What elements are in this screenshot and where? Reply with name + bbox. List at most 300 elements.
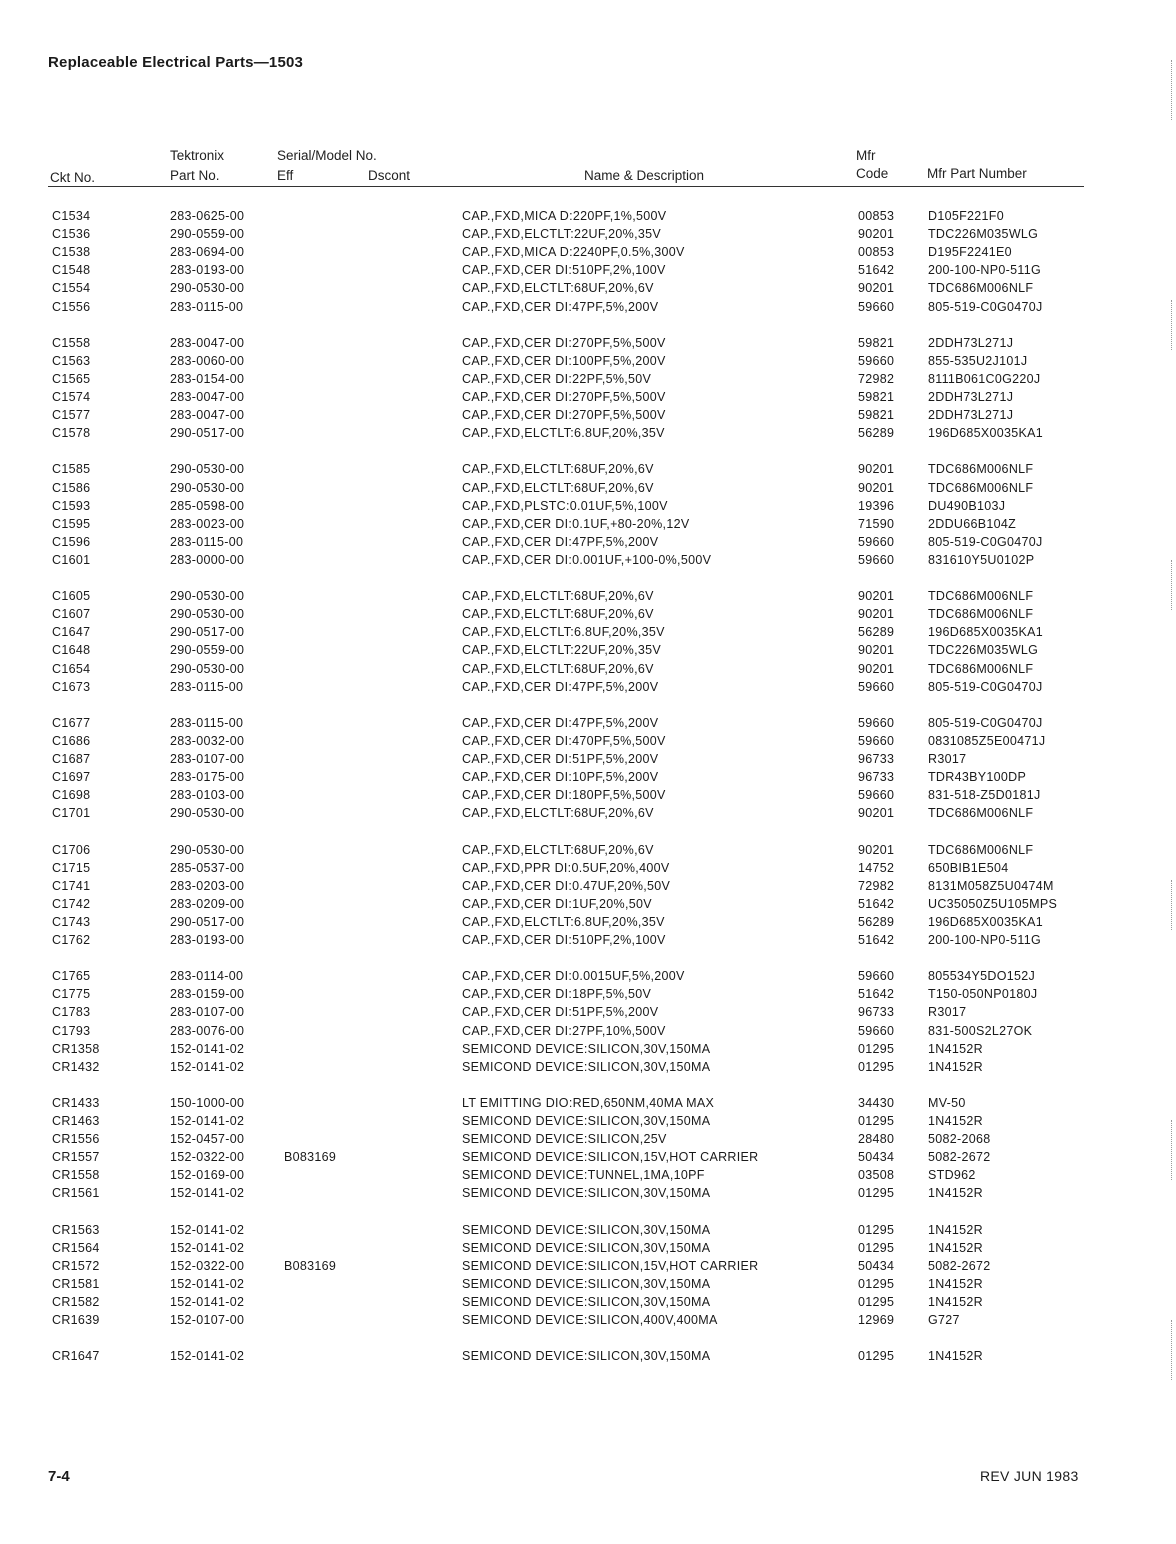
cell-mfr-part-number: 1N4152R [928,1041,983,1056]
cell-mfr-part-number: DU490B103J [928,498,1006,513]
cell-ckt-no: C1607 [52,607,91,622]
table-row [0,1150,1176,1168]
cell-description: SEMICOND DEVICE:SILICON,30V,150MA [462,1059,711,1074]
table-row [0,209,1176,227]
table-row [0,806,1176,824]
cell-description: CAP.,FXD,ELCTLT:68UF,20%,6V [462,661,654,676]
cell-ckt-no: C1715 [52,860,91,875]
cell-description: CAP.,FXD,CER DI:270PF,5%,500V [462,390,666,404]
cell-description: SEMICOND DEVICE:SILICON,30V,150MA [462,1276,711,1291]
cell-ckt-no: CR1581 [52,1276,100,1291]
cell-mfr-code: 90201 [858,661,895,676]
cell-mfr-part-number: 1N4152R [928,1222,983,1237]
cell-ckt-no: C1536 [52,227,91,242]
cell-part-no: 152-0322-00 [170,1258,245,1273]
cell-part-no: 283-0060-00 [170,353,245,368]
cell-mfr-code: 59660 [858,788,895,803]
cell-mfr-code: 59660 [858,715,895,730]
cell-ckt-no: CR1639 [52,1313,100,1328]
table-row [0,1295,1176,1313]
header-tektronix: Tektronix [170,148,225,163]
table-row [0,843,1176,861]
cell-description: CAP.,FXD,PLSTC:0.01UF,5%,100V [462,498,668,513]
table-row [0,788,1176,806]
cell-ckt-no: C1648 [52,643,91,658]
cell-ckt-no: C1596 [52,534,91,549]
table-row [0,517,1176,535]
table-row [0,662,1176,680]
cell-mfr-part-number: R3017 [928,752,967,766]
cell-ckt-no: C1578 [52,426,91,441]
cell-description: SEMICOND DEVICE:SILICON,30V,150MA [462,1041,711,1056]
cell-ckt-no: C1593 [52,498,91,513]
cell-ckt-no: C1534 [52,209,91,223]
cell-mfr-part-number: 1N4152R [928,1349,983,1364]
cell-description: LT EMITTING DIO:RED,650NM,40MA MAX [462,1095,715,1110]
cell-mfr-code: 03508 [858,1168,895,1183]
table-row [0,589,1176,607]
cell-ckt-no: CR1463 [52,1114,100,1128]
cell-mfr-code: 59821 [858,408,895,423]
table-row [0,481,1176,499]
cell-mfr-part-number: 805-519-C0G0470J [928,679,1043,694]
cell-mfr-code: 90201 [858,281,895,296]
cell-part-no: 283-0047-00 [170,408,245,423]
cell-mfr-part-number: TDC226M035WLG [928,227,1039,242]
cell-mfr-part-number: TDC686M006NLF [928,806,1034,821]
cell-part-no: 283-0175-00 [170,770,245,785]
cell-ckt-no: C1574 [52,390,91,404]
cell-description: SEMICOND DEVICE:SILICON,30V,150MA [462,1222,711,1237]
cell-description: CAP.,FXD,CER DI:22PF,5%,50V [462,371,652,386]
table-row [0,1241,1176,1259]
cell-mfr-part-number: 200-100-NP0-511G [928,933,1041,947]
cell-ckt-no: CR1432 [52,1059,100,1074]
table-row [0,643,1176,661]
cell-description: SEMICOND DEVICE:SILICON,30V,150MA [462,1240,711,1255]
cell-description: CAP.,FXD,CER DI:510PF,2%,100V [462,263,666,278]
cell-ckt-no: C1793 [52,1023,91,1038]
header-mfr: Mfr [856,148,876,163]
table-row [0,1168,1176,1186]
cell-part-no: 285-0598-00 [170,498,245,513]
cell-mfr-part-number: 2DDH73L271J [928,408,1014,423]
cell-mfr-part-number: 1N4152R [928,1240,983,1255]
cell-description: CAP.,FXD,CER DI:27PF,10%,500V [462,1023,666,1038]
cell-part-no: 290-0530-00 [170,462,245,477]
cell-part-no: 152-0322-00 [170,1150,245,1165]
cell-part-no: 283-0047-00 [170,335,245,350]
cell-part-no: 283-0023-00 [170,516,245,531]
cell-mfr-part-number: T150-050NP0180J [928,987,1038,1002]
cell-description: CAP.,FXD,ELCTLT:6.8UF,20%,35V [462,914,665,929]
table-row [0,1060,1176,1078]
cell-mfr-code: 96733 [858,752,895,766]
cell-mfr-part-number: 805-519-C0G0470J [928,715,1043,730]
cell-part-no: 283-0114-00 [170,969,244,984]
cell-description: SEMICOND DEVICE:SILICON,400V,400MA [462,1313,718,1328]
cell-part-no: 283-0000-00 [170,552,245,567]
cell-mfr-code: 00853 [858,209,895,223]
table-row [0,354,1176,372]
cell-ckt-no: C1585 [52,462,91,477]
cell-part-no: 283-0047-00 [170,390,245,404]
table-row [0,462,1176,480]
cell-ckt-no: C1701 [52,806,91,821]
cell-mfr-part-number: TDC686M006NLF [928,281,1034,296]
cell-mfr-code: 90201 [858,589,895,604]
cell-mfr-code: 01295 [858,1295,895,1309]
header-mfr-code: Code [856,166,889,181]
cell-ckt-no: C1775 [52,987,91,1002]
cell-mfr-code: 01295 [858,1041,895,1056]
cell-ckt-no: C1686 [52,733,91,748]
cell-mfr-part-number: 200-100-NP0-511G [928,263,1041,278]
cell-part-no: 290-0559-00 [170,227,245,242]
cell-ckt-no: CR1558 [52,1168,100,1183]
cell-mfr-part-number: 1N4152R [928,1276,983,1291]
cell-mfr-code: 01295 [858,1349,895,1364]
cell-serial-eff: B083169 [284,1150,337,1165]
cell-ckt-no: C1647 [52,625,91,640]
header-name-description: Name & Description [584,168,705,183]
cell-description: CAP.,FXD,ELCTLT:68UF,20%,6V [462,806,654,821]
cell-part-no: 283-0032-00 [170,733,245,748]
cell-part-no: 283-0115-00 [170,534,244,549]
cell-description: CAP.,FXD,CER DI:0.0015UF,5%,200V [462,969,685,984]
cell-mfr-part-number: 196D685X0035KA1 [928,625,1044,640]
cell-description: SEMICOND DEVICE:SILICON,15V,HOT CARRIER [462,1150,759,1165]
cell-mfr-code: 01295 [858,1186,895,1201]
cell-part-no: 152-0141-02 [170,1276,245,1291]
cell-mfr-code: 56289 [858,426,895,441]
cell-description: SEMICOND DEVICE:SILICON,30V,150MA [462,1349,711,1364]
cell-ckt-no: C1742 [52,896,91,911]
cell-description: CAP.,FXD,CER DI:10PF,5%,200V [462,770,659,785]
cell-ckt-no: C1687 [52,752,91,766]
cell-mfr-part-number: MV-50 [928,1095,966,1110]
cell-mfr-code: 59660 [858,733,895,748]
cell-part-no: 152-0141-02 [170,1295,245,1309]
cell-description: CAP.,FXD,CER DI:0.47UF,20%,50V [462,878,671,893]
cell-mfr-part-number: 196D685X0035KA1 [928,426,1044,441]
cell-description: CAP.,FXD,CER DI:51PF,5%,200V [462,1005,659,1020]
cell-description: SEMICOND DEVICE:SILICON,30V,150MA [462,1295,711,1309]
page-number: 7-4 [48,1468,70,1485]
cell-ckt-no: CR1572 [52,1258,100,1273]
table-row [0,987,1176,1005]
cell-mfr-code: 96733 [858,770,895,785]
cell-mfr-code: 90201 [858,842,895,857]
cell-part-no: 283-0115-00 [170,715,244,730]
header-ckt-no: Ckt No. [50,170,96,185]
cell-mfr-code: 56289 [858,625,895,640]
cell-ckt-no: C1565 [52,371,91,386]
cell-mfr-part-number: 1N4152R [928,1295,983,1309]
table-row [0,752,1176,770]
cell-mfr-part-number: TDC686M006NLF [928,480,1034,495]
cell-mfr-code: 01295 [858,1222,895,1237]
cell-mfr-part-number: 855-535U2J101J [928,353,1028,368]
table-row [0,1277,1176,1295]
table-row [0,300,1176,318]
cell-description: SEMICOND DEVICE:SILICON,30V,150MA [462,1114,711,1128]
cell-description: CAP.,FXD,CER DI:0.001UF,+100-0%,500V [462,552,712,567]
cell-mfr-part-number: 1N4152R [928,1114,983,1128]
cell-description: SEMICOND DEVICE:SILICON,30V,150MA [462,1186,711,1201]
cell-description: CAP.,FXD,ELCTLT:22UF,20%,35V [462,227,661,242]
cell-mfr-code: 71590 [858,516,895,531]
cell-description: CAP.,FXD,CER DI:180PF,5%,500V [462,788,666,803]
cell-description: SEMICOND DEVICE:SILICON,15V,HOT CARRIER [462,1258,759,1273]
cell-mfr-code: 12969 [858,1313,895,1328]
cell-mfr-part-number: R3017 [928,1005,967,1020]
table-row [0,933,1176,951]
cell-mfr-code: 59821 [858,390,895,404]
cell-ckt-no: C1698 [52,788,91,803]
cell-mfr-code: 51642 [858,933,895,947]
cell-part-no: 152-0141-02 [170,1240,245,1255]
cell-mfr-part-number: TDC686M006NLF [928,842,1034,857]
cell-mfr-part-number: 831610Y5U0102P [928,552,1035,567]
cell-ckt-no: CR1647 [52,1349,100,1364]
cell-description: CAP.,FXD,PPR DI:0.5UF,20%,400V [462,860,670,875]
cell-part-no: 152-0141-02 [170,1114,245,1128]
table-row [0,879,1176,897]
scan-edge-mark [1171,60,1172,120]
cell-ckt-no: CR1556 [52,1132,100,1147]
cell-mfr-part-number: 2DDH73L271J [928,390,1014,404]
table-row [0,336,1176,354]
cell-mfr-part-number: D195F2241E0 [928,245,1012,260]
cell-part-no: 283-0103-00 [170,788,245,803]
cell-mfr-code: 72982 [858,371,895,386]
cell-description: CAP.,FXD,MICA D:220PF,1%,500V [462,209,667,223]
cell-part-no: 290-0530-00 [170,480,245,495]
cell-mfr-part-number: 1N4152R [928,1059,983,1074]
page-title: Replaceable Electrical Parts—1503 [48,54,304,71]
cell-mfr-part-number: D105F221F0 [928,209,1004,223]
table-row [0,245,1176,263]
cell-ckt-no: C1595 [52,516,91,531]
cell-part-no: 290-0530-00 [170,806,245,821]
header-part-no: Part No. [170,168,220,183]
table-row [0,408,1176,426]
cell-mfr-part-number: 5082-2672 [928,1150,991,1165]
table-row [0,607,1176,625]
cell-ckt-no: C1577 [52,408,91,423]
cell-mfr-code: 34430 [858,1095,895,1110]
cell-ckt-no: C1741 [52,878,91,893]
revision-date: REV JUN 1983 [980,1468,1079,1484]
table-row [0,535,1176,553]
cell-part-no: 283-0193-00 [170,933,245,947]
cell-description: CAP.,FXD,ELCTLT:68UF,20%,6V [462,842,654,857]
table-row [0,553,1176,571]
table-row [0,372,1176,390]
cell-ckt-no: C1563 [52,353,91,368]
cell-ckt-no: CR1557 [52,1150,100,1165]
cell-part-no: 290-0530-00 [170,589,245,604]
cell-ckt-no: C1556 [52,299,91,314]
cell-mfr-code: 19396 [858,498,895,513]
cell-part-no: 290-0517-00 [170,426,245,441]
cell-mfr-part-number: 805-519-C0G0470J [928,299,1043,314]
cell-mfr-code: 90201 [858,643,895,658]
cell-mfr-code: 56289 [858,914,895,929]
cell-description: CAP.,FXD,CER DI:47PF,5%,200V [462,534,659,549]
table-row [0,1024,1176,1042]
cell-description: CAP.,FXD,CER DI:470PF,5%,500V [462,733,666,748]
table-row [0,716,1176,734]
cell-mfr-code: 96733 [858,1005,895,1020]
cell-mfr-part-number: TDC226M035WLG [928,643,1039,658]
cell-description: CAP.,FXD,ELCTLT:68UF,20%,6V [462,480,654,495]
table-row [0,281,1176,299]
cell-mfr-part-number: TDR43BY100DP [928,770,1027,785]
cell-ckt-no: CR1561 [52,1186,100,1201]
cell-part-no: 283-0625-00 [170,209,245,223]
scan-edge-mark [1171,1320,1172,1380]
cell-mfr-part-number: 196D685X0035KA1 [928,914,1044,929]
table-row [0,1259,1176,1277]
cell-mfr-code: 59660 [858,1023,895,1038]
cell-mfr-part-number: G727 [928,1313,960,1328]
table-row [0,1096,1176,1114]
table-row [0,1114,1176,1132]
cell-part-no: 283-0209-00 [170,896,245,911]
cell-ckt-no: CR1433 [52,1095,100,1110]
cell-serial-eff: B083169 [284,1258,337,1273]
cell-part-no: 290-0517-00 [170,625,245,640]
cell-ckt-no: CR1582 [52,1295,100,1309]
cell-part-no: 283-0107-00 [170,752,245,766]
cell-mfr-code: 01295 [858,1276,895,1291]
cell-ckt-no: CR1563 [52,1222,100,1237]
cell-part-no: 283-0154-00 [170,371,245,386]
cell-mfr-part-number: 8131M058Z5U0474M [928,878,1054,893]
cell-part-no: 152-0457-00 [170,1132,245,1147]
cell-ckt-no: C1765 [52,969,91,984]
table-row [0,734,1176,752]
cell-description: SEMICOND DEVICE:SILICON,25V [462,1132,667,1147]
cell-mfr-code: 14752 [858,860,895,875]
header-mfr-part-number: Mfr Part Number [927,166,1027,181]
cell-description: CAP.,FXD,CER DI:47PF,5%,200V [462,679,659,694]
cell-part-no: 283-0159-00 [170,987,245,1002]
cell-description: CAP.,FXD,ELCTLT:68UF,20%,6V [462,589,654,604]
cell-mfr-code: 51642 [858,987,895,1002]
cell-part-no: 283-0107-00 [170,1005,245,1020]
cell-part-no: 283-0115-00 [170,299,244,314]
cell-part-no: 152-0141-02 [170,1349,245,1364]
cell-ckt-no: C1548 [52,263,91,278]
cell-mfr-part-number: 2DDH73L271J [928,335,1014,350]
cell-part-no: 290-0530-00 [170,661,245,676]
scan-edge-mark [1171,300,1172,350]
cell-description: CAP.,FXD,ELCTLT:22UF,20%,35V [462,643,661,658]
cell-mfr-code: 59660 [858,534,895,549]
header-eff: Eff [277,168,294,183]
cell-mfr-part-number: TDC686M006NLF [928,462,1034,477]
table-row [0,680,1176,698]
cell-ckt-no: C1697 [52,770,91,785]
cell-mfr-code: 50434 [858,1150,895,1165]
cell-ckt-no: C1601 [52,552,91,567]
table-row [0,1349,1176,1367]
cell-description: CAP.,FXD,ELCTLT:68UF,20%,6V [462,462,654,477]
cell-mfr-part-number: UC35050Z5U105MPS [928,896,1058,911]
cell-mfr-part-number: 5082-2068 [928,1132,991,1147]
cell-part-no: 283-0193-00 [170,263,245,278]
cell-description: CAP.,FXD,CER DI:510PF,2%,100V [462,933,666,947]
scan-edge-mark [1171,1120,1172,1180]
cell-part-no: 152-0141-02 [170,1222,245,1237]
table-row [0,1132,1176,1150]
cell-description: CAP.,FXD,CER DI:1UF,20%,50V [462,896,652,911]
cell-ckt-no: C1673 [52,679,91,694]
cell-part-no: 283-0115-00 [170,679,244,694]
cell-part-no: 150-1000-00 [170,1095,245,1110]
cell-part-no: 290-0530-00 [170,281,245,296]
cell-mfr-code: 01295 [858,1114,895,1128]
table-row [0,1223,1176,1241]
cell-mfr-part-number: 650BIB1E504 [928,860,1009,875]
cell-mfr-part-number: 831-500S2L27OK [928,1023,1033,1038]
cell-mfr-part-number: TDC686M006NLF [928,661,1034,676]
cell-part-no: 290-0530-00 [170,607,245,622]
table-row [0,1186,1176,1204]
cell-description: CAP.,FXD,CER DI:47PF,5%,200V [462,299,659,314]
cell-mfr-part-number: 831-518-Z5D0181J [928,788,1041,803]
table-row [0,969,1176,987]
cell-ckt-no: C1558 [52,335,91,350]
scan-edge-mark [1171,560,1172,610]
cell-description: CAP.,FXD,CER DI:270PF,5%,500V [462,408,666,423]
cell-description: CAP.,FXD,CER DI:270PF,5%,500V [462,335,666,350]
cell-mfr-code: 28480 [858,1132,895,1147]
cell-mfr-code: 90201 [858,227,895,242]
scan-edge-mark [1171,880,1172,930]
cell-mfr-code: 01295 [858,1240,895,1255]
cell-description: CAP.,FXD,ELCTLT:6.8UF,20%,35V [462,625,665,640]
cell-mfr-code: 59660 [858,353,895,368]
cell-description: CAP.,FXD,CER DI:100PF,5%,200V [462,353,666,368]
table-row [0,499,1176,517]
cell-mfr-code: 00853 [858,245,895,260]
cell-mfr-part-number: 5082-2672 [928,1258,991,1273]
cell-description: CAP.,FXD,CER DI:51PF,5%,200V [462,752,659,766]
cell-description: CAP.,FXD,CER DI:18PF,5%,50V [462,987,652,1002]
cell-ckt-no: C1783 [52,1005,91,1020]
table-row [0,861,1176,879]
table-row [0,1313,1176,1331]
cell-part-no: 283-0076-00 [170,1023,245,1038]
cell-mfr-code: 59660 [858,679,895,694]
cell-mfr-code: 59660 [858,299,895,314]
cell-mfr-code: 90201 [858,607,895,622]
table-row [0,263,1176,281]
cell-ckt-no: C1586 [52,480,91,495]
table-row [0,426,1176,444]
cell-mfr-code: 50434 [858,1258,895,1273]
cell-ckt-no: C1538 [52,245,91,260]
cell-description: SEMICOND DEVICE:TUNNEL,1MA,10PF [462,1168,705,1183]
cell-description: CAP.,FXD,MICA D:2240PF,0.5%,300V [462,245,685,260]
cell-part-no: 152-0107-00 [170,1313,245,1328]
cell-description: CAP.,FXD,ELCTLT:68UF,20%,6V [462,281,654,296]
cell-mfr-code: 90201 [858,462,895,477]
